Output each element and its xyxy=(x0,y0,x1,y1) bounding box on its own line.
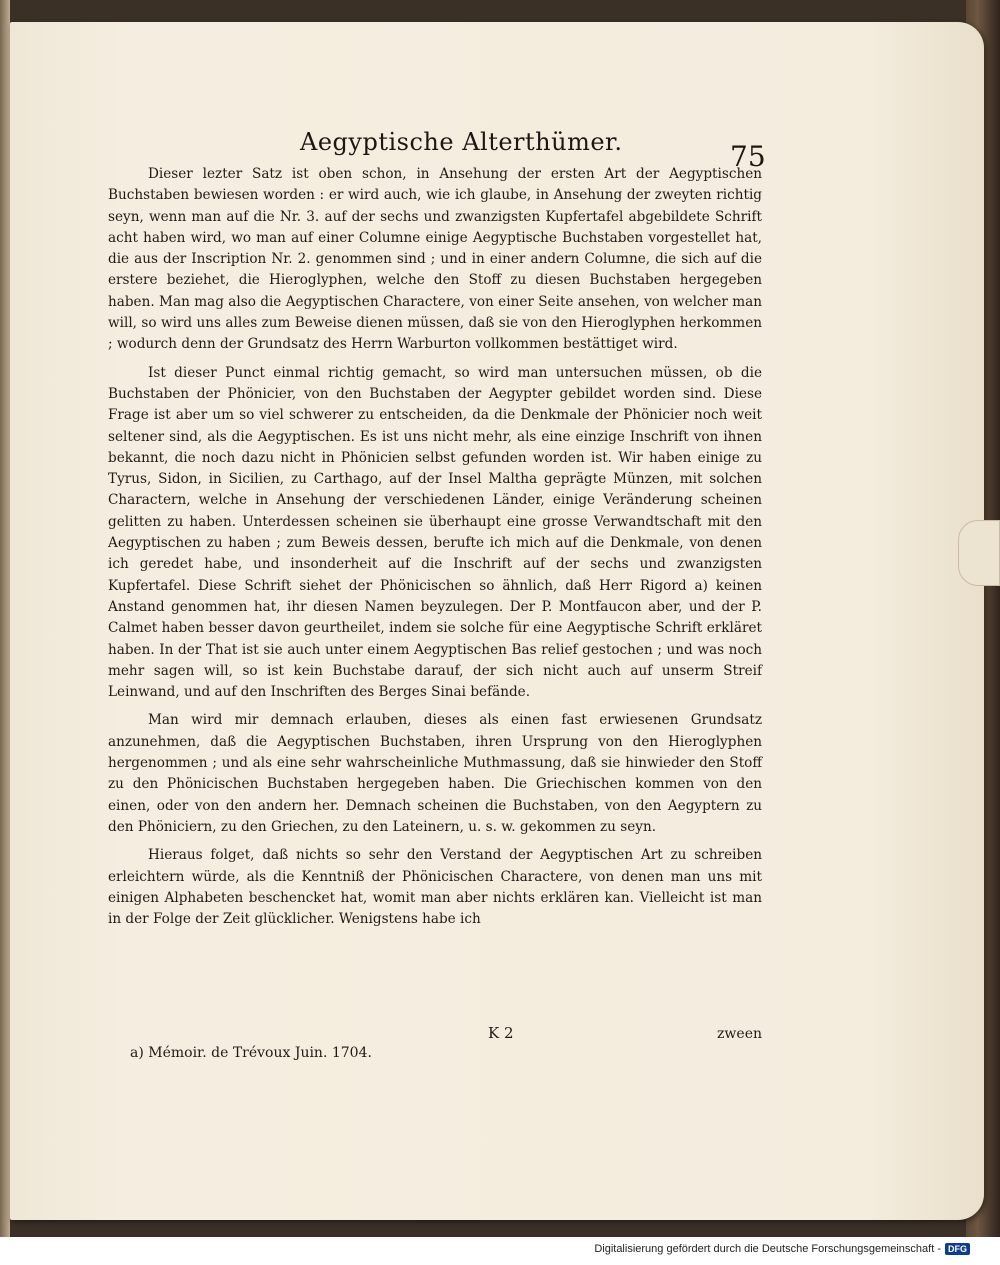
paragraph: Man wird mir demnach erlauben, dieses als einen fast erwiesenen Grundsatz anzunehmen, daß die Aegyptischen Buchstaben, ihren Ursprung von den Hieroglyphen hergenommen ; und als eine sehr wahrscheinliche Muthmassung, daß sie hinwieder den Stoff zu den Phönicischen Buchstaben hergegeben haben. Die Griechischen kommen von den einen, oder von den andern her. Demnach scheinen die Buchstaben, von den Aegyptern zu den Phöniciern, zu den Griechen, zu den Lateinern, u. s. w. gekommen zu seyn. xyxy=(108,712,762,835)
footnote: a) Mémoir. de Trévoux Juin. 1704. xyxy=(130,1045,372,1061)
paragraph: Dieser lezter Satz ist oben schon, in Ansehung der ersten Art der Aegyptischen Buchstaben bewiesen worden : er wird auch, wie ich glaube, in Ansehung der zweyten richtig seyn, wenn man auf die Nr. 3. auf der sechs und zwanzigsten Kupfertafel abgebildete Schrift acht haben wird, wo man auf einer Columne einige Aegyptische Buchstaben vorgestellet hat, die aus der Inscription Nr. 2. genommen sind ; und in einer andern Columne, die sich auf die erstere beziehet, die Hieroglyphen, welche den Stoff zu diesen Buchstaben hergegeben haben. Man mag also die Aegyptischen Charactere, von einer Seite ansehen, von welcher man will, so wird uns alles zum Beweise dienen müssen, daß sie von den Hieroglyphen herkommen ; wodurch denn der Grundsatz des Herrn Warburton vollkommen bestättiget wird. xyxy=(108,166,762,353)
page-number: 75 xyxy=(730,140,766,173)
page-tab xyxy=(958,520,1000,586)
running-head: Aegyptische Alterthümer. xyxy=(300,128,623,156)
main-text xyxy=(108,164,762,937)
page-left-edge xyxy=(0,0,10,1237)
credit-text: Digitalisierung gefördert durch die Deutsche Forschungsgemeinschaft - xyxy=(594,1243,941,1255)
paragraph: Hieraus folget, daß nichts so sehr den Verstand der Aegyptischen Art zu schreiben erleichtern würde, als die Kenntniß der Phönicischen Charactere, von denen man uns mit einigen Alphabeten beschencket hat, womit man aber nichts erklären kan. Vielleicht ist man in der Folge der Zeit glücklicher. Wenigstens habe ich xyxy=(108,847,762,928)
digitization-credit xyxy=(594,1243,970,1255)
dfg-logo-icon: DFG xyxy=(945,1243,970,1255)
paragraph: Ist dieser Punct einmal richtig gemacht, so wird man untersuchen müssen, ob die Buchstaben der Phönicier, von den Buchstaben der Aegypter gebildet worden sind. Diese Frage ist aber um so viel schwerer zu entscheiden, da die Denkmale der Phönicier noch weit seltener sind, als die Aegyptischen. Es ist uns nicht mehr, als eine einzige Inschrift von ihnen bekannt, die noch dazu nicht in Phönicien selbst gefunden worden ist. Wir haben einige zu Tyrus, Sidon, in Sicilien, zu Carthago, auf der Insel Maltha geprägte Münzen, mit solchen Charactern, welche in Ansehung der verschiedenen Länder, einige Veränderung scheinen gelitten zu haben. Unterdessen scheinen sie überhaupt eine grosse Verwandtschaft mit den Aegyptischen zu haben ; zum Beweis dessen, berufte ich mich auf die Denkmale, von denen ich geredet habe, und insonderheit auf die Inschrift auf der sechs und zwanzigsten Kupfertafel. Diese Schrift siehet der Phönicischen so ähnlich, daß Herr Rigord a) keinen Anstand genommen hat, ihr diesen Namen beyzulegen. Der P. Montfaucon aber, und der P. Calmet haben besser davon geurtheilet, indem sie solche für eine Aegyptische Schrift erkläret haben. In der That ist sie auch unter einem Aegyptischen Bas relief gestochen ; und was noch mehr sagen will, so ist kein Buchstabe darauf, der sich nicht auch auf unserm Streif Leinwand, und auf den Inschriften des Berges Sinai befände. xyxy=(108,364,762,701)
catchword: zween xyxy=(717,1026,762,1042)
signature-mark: K 2 xyxy=(488,1024,514,1042)
